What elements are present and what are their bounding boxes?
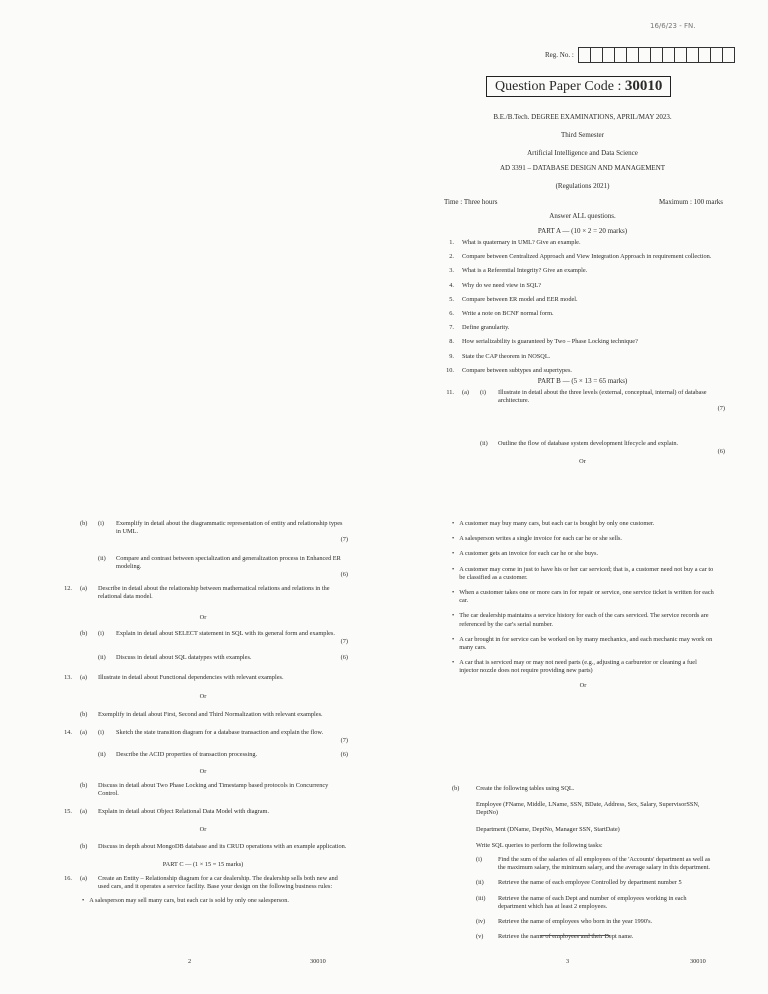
page-code-3: 30010 <box>690 958 706 965</box>
part-c-title: PART C — (1 × 15 = 15 marks) <box>162 860 244 868</box>
question-16a: 16. (a) Create an Entity – Relationship diagram for a car dealership. The dealership sells both new and used cars, and it operates a service facility. Base your design on the following business rules: <box>64 875 338 891</box>
question: 2. Compare between Centralized Approach and View Integration Approach in requirement collection. <box>449 253 712 261</box>
list-item: • The car dealership maintains a service history for each of the cars serviced. The service records are referenced by the car's serial number. <box>452 612 709 628</box>
question-16b: (b) Create the following tables using SQL. Employee (FName, Middle, LName, SSN, BDate, Address, Sex, Salary, SupervisorSSN, DeptNo) Department (DName, DeptNo, Manager SSN, StartDate) Write SQL queries to perform the following tasks: (i) Find the sum of the salaries of all employees of the 'Accounts' department as well as the maximum salary, the minimum salary, and the average salary in this department. (ii) Retrieve the name of each employee Controlled by department number 5 (iii) Retrieve the name of each Dept and number of employees working in each department which has at least 2 employees. (iv) Retrieve the name of employees who born in the year 1990's. (v) Retrieve the name of employees and their Dept name. <box>452 785 714 941</box>
exam-title: B.E./B.Tech. DEGREE EXAMINATIONS, APRIL/MAY 2023. <box>493 113 672 121</box>
part-a-questions <box>440 239 725 381</box>
list-item: (iii) Retrieve the name of each Dept and number of employees working in each department which has at least 2 employees. <box>476 894 687 910</box>
list-item: • A car that is serviced may or may not need parts (e.g., adjusting a carburetor or cleaning a fuel injector nozzle does not require providing new parts) <box>452 659 697 675</box>
list-item: • When a customer takes one or more cars in for repair or service, one service ticket is written for each car. <box>452 589 714 605</box>
part-a-title: PART A — (10 × 2 = 20 marks) <box>537 227 628 235</box>
instruction: Answer ALL questions. <box>549 212 616 220</box>
qpc-label: Question Paper Code : <box>495 79 622 94</box>
question: 1. What is quaternary in UML? Give an example. <box>449 239 581 246</box>
question-11a: 11. (a) (i) Illustrate in detail about the three levels (external, conceptual, internal) of database architecture. (7) (ii) Outline the flow of database system development lifecycle and explain. (6) Or <box>446 389 725 466</box>
department-schema: Department (DName, DeptNo, Manager SSN, StartDate) <box>476 825 620 833</box>
question-15a: 15. (a) Explain in detail about Object Relational Data Model with diagram. <box>64 808 270 816</box>
part-b-title: PART B — (5 × 13 = 65 marks) <box>537 377 628 385</box>
list-item: (v) Retrieve the name of employees and their Dept name. <box>476 933 634 941</box>
page-number-2: 2 <box>188 958 192 965</box>
question: 5. Compare between ER model and EER model. <box>449 295 578 303</box>
question: 3. What is a Referential Integrity? Give an example. <box>449 267 588 275</box>
question: 10. Compare between subtypes and supertypes. <box>446 366 572 374</box>
branch: Artificial Intelligence and Data Science <box>527 149 638 157</box>
qpc-number: 30010 <box>624 78 663 94</box>
time-label: Time : Three hours <box>444 198 498 206</box>
list-item: • A salesperson writes a single invoice for each car he or she sells. <box>452 535 623 543</box>
list-item: • A salesperson may sell many cars, but each car is sold by only one salesperson. <box>82 897 289 905</box>
page-2: (b) (i) Exemplify in detail about the diagrammatic representation of entity and relationship types in UML. (7) (ii) Compare and contrast between specialization and generalization process in Enhanced ER modeling. (6) 12. (a) Describe in detail about the relationship between mathematical relations and relations in the relational data model. Or (b) (i) Explain in detail about SELECT statement in SQL with its general form and examples. (7) (ii) Discuss in detail about SQL datatypes with examples. (6) 13. (a) Illustrate in detail about Functional dependencies with relevant examples. Or (b) Exemplify in detail about First, Second and Third Normalization with relevant examples. 14. (a) (i) Sketch the state transition diagram for a database transaction and explain the flow. (7) (ii) Describe the ACID properties of transaction processing. (6) Or (b) Discuss in detail about Two Phase Locking and Timestamp based protocols in Concurrency Control. 15. (a) Explain in detail about Object Relational Data Model with diagram. Or (b) Discuss in depth about MongoDB database and its CRUD operations with an example application. PART C — (1 × 15 = 15 marks) 16. (a) Create an Entity – Relationship diagram for a car dealership. The dealership sells both new and used cars, and it operates a service facility. Base your design on the following business rules: • A salesperson may sell many cars, but each car is sold by only one salesperson. <box>58 520 348 906</box>
question: 8. How serializability is guaranteed by Two – Phase Locking technique? <box>449 338 638 346</box>
list-item: • A car brought in for service can be worked on by many mechanics, and each mechanic may work on many cars. <box>452 635 713 652</box>
question-paper-code <box>486 76 671 97</box>
page-code-2: 30010 <box>310 958 326 965</box>
sql-instruction: Write SQL queries to perform the following tasks: <box>476 841 603 849</box>
question-12a: 12. (a) Describe in detail about the relationship between mathematical relations and relations in the relational data model. <box>64 585 330 601</box>
question: 4. Why do we need view in SQL? <box>449 281 542 289</box>
question-14a: 14. (a) (i) Sketch the state transition diagram for a database transaction and explain the flow. <box>64 729 324 737</box>
page-number-3: 3 <box>566 958 570 965</box>
page-3: • A customer may buy many cars, but each car is bought by only one customer. • A salesperson writes a single invoice for each car he or she sells. • A customer gets an invoice for each car he or she buys. • A customer may come in just to have his or her car serviced; that is, a customer need not buy a car to be classified as a customer. • When a customer takes one or more cars in for repair or service, one service ticket is written for each car. • The car dealership maintains a service history for each of the cars serviced. The service records are referenced by the car's serial number. • A car brought in for service can be worked on by many mechanics, and each mechanic may work on many cars. • A car that is serviced may or may not need parts (e.g., adjusting a carburetor or cleaning a fuel injector nozzle does not require providing new parts) Or <box>452 520 714 689</box>
list-item: (iv) Retrieve the name of employees who born in the year 1990's. <box>476 918 653 926</box>
list-item: • A customer gets an invoice for each car he or she buys. <box>452 550 599 558</box>
question: 6. Write a note on BCNF normal form. <box>449 310 554 318</box>
regulations: (Regulations 2021) <box>555 182 610 190</box>
reg-no <box>545 47 735 63</box>
list-item: (ii) Retrieve the name of each employee Controlled by department number 5 <box>476 879 682 887</box>
list-item: • A customer may buy many cars, but each car is bought by only one customer. <box>452 520 655 527</box>
question: 9. State the CAP theorem in NOSQL. <box>449 352 551 360</box>
semester: Third Semester <box>561 131 604 139</box>
reg-no-label: Reg. No. : <box>545 51 574 59</box>
question: 7. Define granularity. <box>449 324 510 332</box>
question-14b: (b) Discuss in detail about Two Phase Locking and Timestamp based protocols in Concurrency Control. <box>80 781 329 798</box>
divider <box>540 935 610 936</box>
handwritten-date-note: 16/6/23 - FN. <box>650 22 696 30</box>
list-item: (i) Find the sum of the salaries of all employees of the 'Accounts' department as well as the maximum salary, the minimum salary, and the average salary in this department. <box>476 856 711 872</box>
question-12b: (b) (i) Explain in detail about SELECT statement in SQL with its general form and examples. <box>80 629 335 637</box>
max-marks: Maximum : 100 marks <box>659 198 723 206</box>
employee-schema: Employee (FName, Middle, LName, SSN, BDate, Address, Sex, Salary, SupervisorSSN, DeptNo) <box>476 801 700 817</box>
list-item: • A customer may come in just to have his or her car serviced; that is, a customer need not buy a car to be classified as a customer. <box>452 565 714 581</box>
course-title: AD 3391 – DATABASE DESIGN AND MANAGEMENT <box>499 164 666 172</box>
question-11b: (b) (i) Exemplify in detail about the diagrammatic representation of entity and relationship types in UML. <box>80 520 343 536</box>
reg-no-boxes <box>578 47 735 63</box>
question-15b: (b) Discuss in depth about MongoDB database and its CRUD operations with an example application. <box>80 842 347 850</box>
question-13a: 13. (a) Illustrate in detail about Functional dependencies with relevant examples. <box>64 674 284 682</box>
question-13b: (b) Exemplify in detail about First, Second and Third Normalization with relevant examples. <box>80 710 323 718</box>
